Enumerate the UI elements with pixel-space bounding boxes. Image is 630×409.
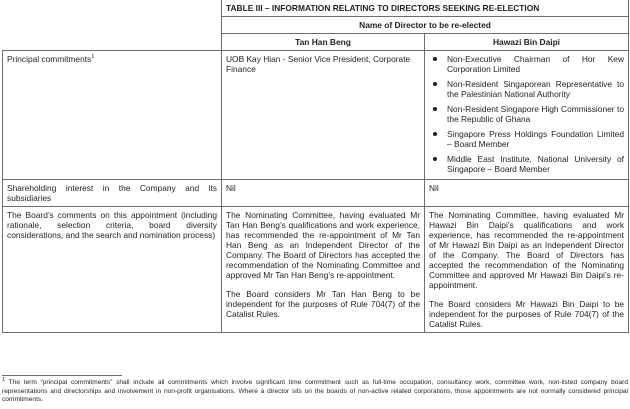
footnote xyxy=(2,376,628,405)
commitments-list xyxy=(429,54,624,174)
paragraph: The Nominating Committee, having evaluated Mr Tan Han Beng’s qualifications and work experience, has recommended the re-appointment of Mr Tan Han Beng as an Independent Director of the Company. The Board of Directors has accepted the recommendation of the Nominating Committee and approved Mr Tan Han Beng’s re-appointment. xyxy=(226,210,420,280)
table-corner-blank xyxy=(3,0,222,17)
bullet-icon xyxy=(433,107,437,111)
paragraph: The Nominating Committee, having evaluated Mr Hawazi Bin Daipi’s qualifications and work experience, has recommended the re-appointment of Mr Hawazi Bin Daipi as an Independent Director of the Company. The Board of Directors has accepted the recommendation of the Nominating Committee and approved Mr Hawazi Bin Daipi’s re-appointment. xyxy=(429,210,625,290)
footnote-marker: 1 xyxy=(2,376,6,383)
cell-hawazi-shareholding: Nil xyxy=(425,180,629,207)
footnote-text: The term “principal commitments” shall include all commitments which involve significant time commitment such as full-time occupation, consultancy work, committee work, non-listed company board representations and directorships and involvement in non-profit organisations. Where a director sits on the boards of non-active related corporations, those appointments are not normally considered principal commitments. xyxy=(2,379,628,404)
director-name-hawazi: Hawazi Bin Daipi xyxy=(425,34,629,51)
cell-tan-shareholding: Nil xyxy=(222,180,425,207)
row-label-board-comments: The Board’s comments on this appointment (including rationale, selection criteria, board diversity considerations, and the search and nomination process) xyxy=(3,207,222,333)
table-subheader: Name of Director to be re-elected xyxy=(222,17,629,34)
list-item: Singapore Press Holdings Foundation Limited – Board Member xyxy=(429,129,624,149)
footnote-reference: 1 xyxy=(91,54,95,61)
cell-hawazi-board-comments xyxy=(425,207,629,333)
bullet-icon xyxy=(433,82,437,86)
row-label-shareholding: Shareholding interest in the Company and its subsidiaries xyxy=(3,180,222,207)
cell-hawazi-principal-commitments xyxy=(425,51,629,180)
bullet-icon xyxy=(433,132,437,136)
list-item: Non-Resident Singapore High Commissioner to the Republic of Ghana xyxy=(429,104,624,124)
list-item: Non-Executive Chairman of Hor Kew Corporation Limited xyxy=(429,54,624,74)
row-label-principal-commitments: Principal commitments$^1$ xyxy=(3,51,222,180)
directors-info-table xyxy=(2,0,629,333)
list-item: Non-Resident Singaporean Representative to the Palestinian National Authority xyxy=(429,79,624,99)
list-item: Middle East Institute, National University of Singapore – Board Member xyxy=(429,154,624,174)
table-row xyxy=(3,207,629,333)
cell-tan-board-comments xyxy=(222,207,425,333)
director-name-tan: Tan Han Beng xyxy=(222,34,425,51)
footnote-divider xyxy=(2,375,122,376)
cell-tan-principal-commitments: UOB Kay Hian - Senior Vice President, Corporate Finance xyxy=(222,51,425,180)
table-corner-blank-2 xyxy=(3,17,222,34)
table-corner-blank-3 xyxy=(3,34,222,51)
table-row xyxy=(3,51,629,180)
bullet-icon xyxy=(433,57,437,61)
table-title: TABLE III – INFORMATION RELATING TO DIRECTORS SEEKING RE-ELECTION xyxy=(222,0,629,17)
table-row xyxy=(3,180,629,207)
bullet-icon xyxy=(433,157,437,161)
paragraph: The Board considers Mr Hawazi Bin Daipi to be independent for the purposes of Rule 704(7) of the Catalist Rules. xyxy=(429,299,625,329)
paragraph: The Board considers Mr Tan Han Beng to be independent for the purposes of Rule 704(7) of the Catalist Rules. xyxy=(226,289,420,319)
